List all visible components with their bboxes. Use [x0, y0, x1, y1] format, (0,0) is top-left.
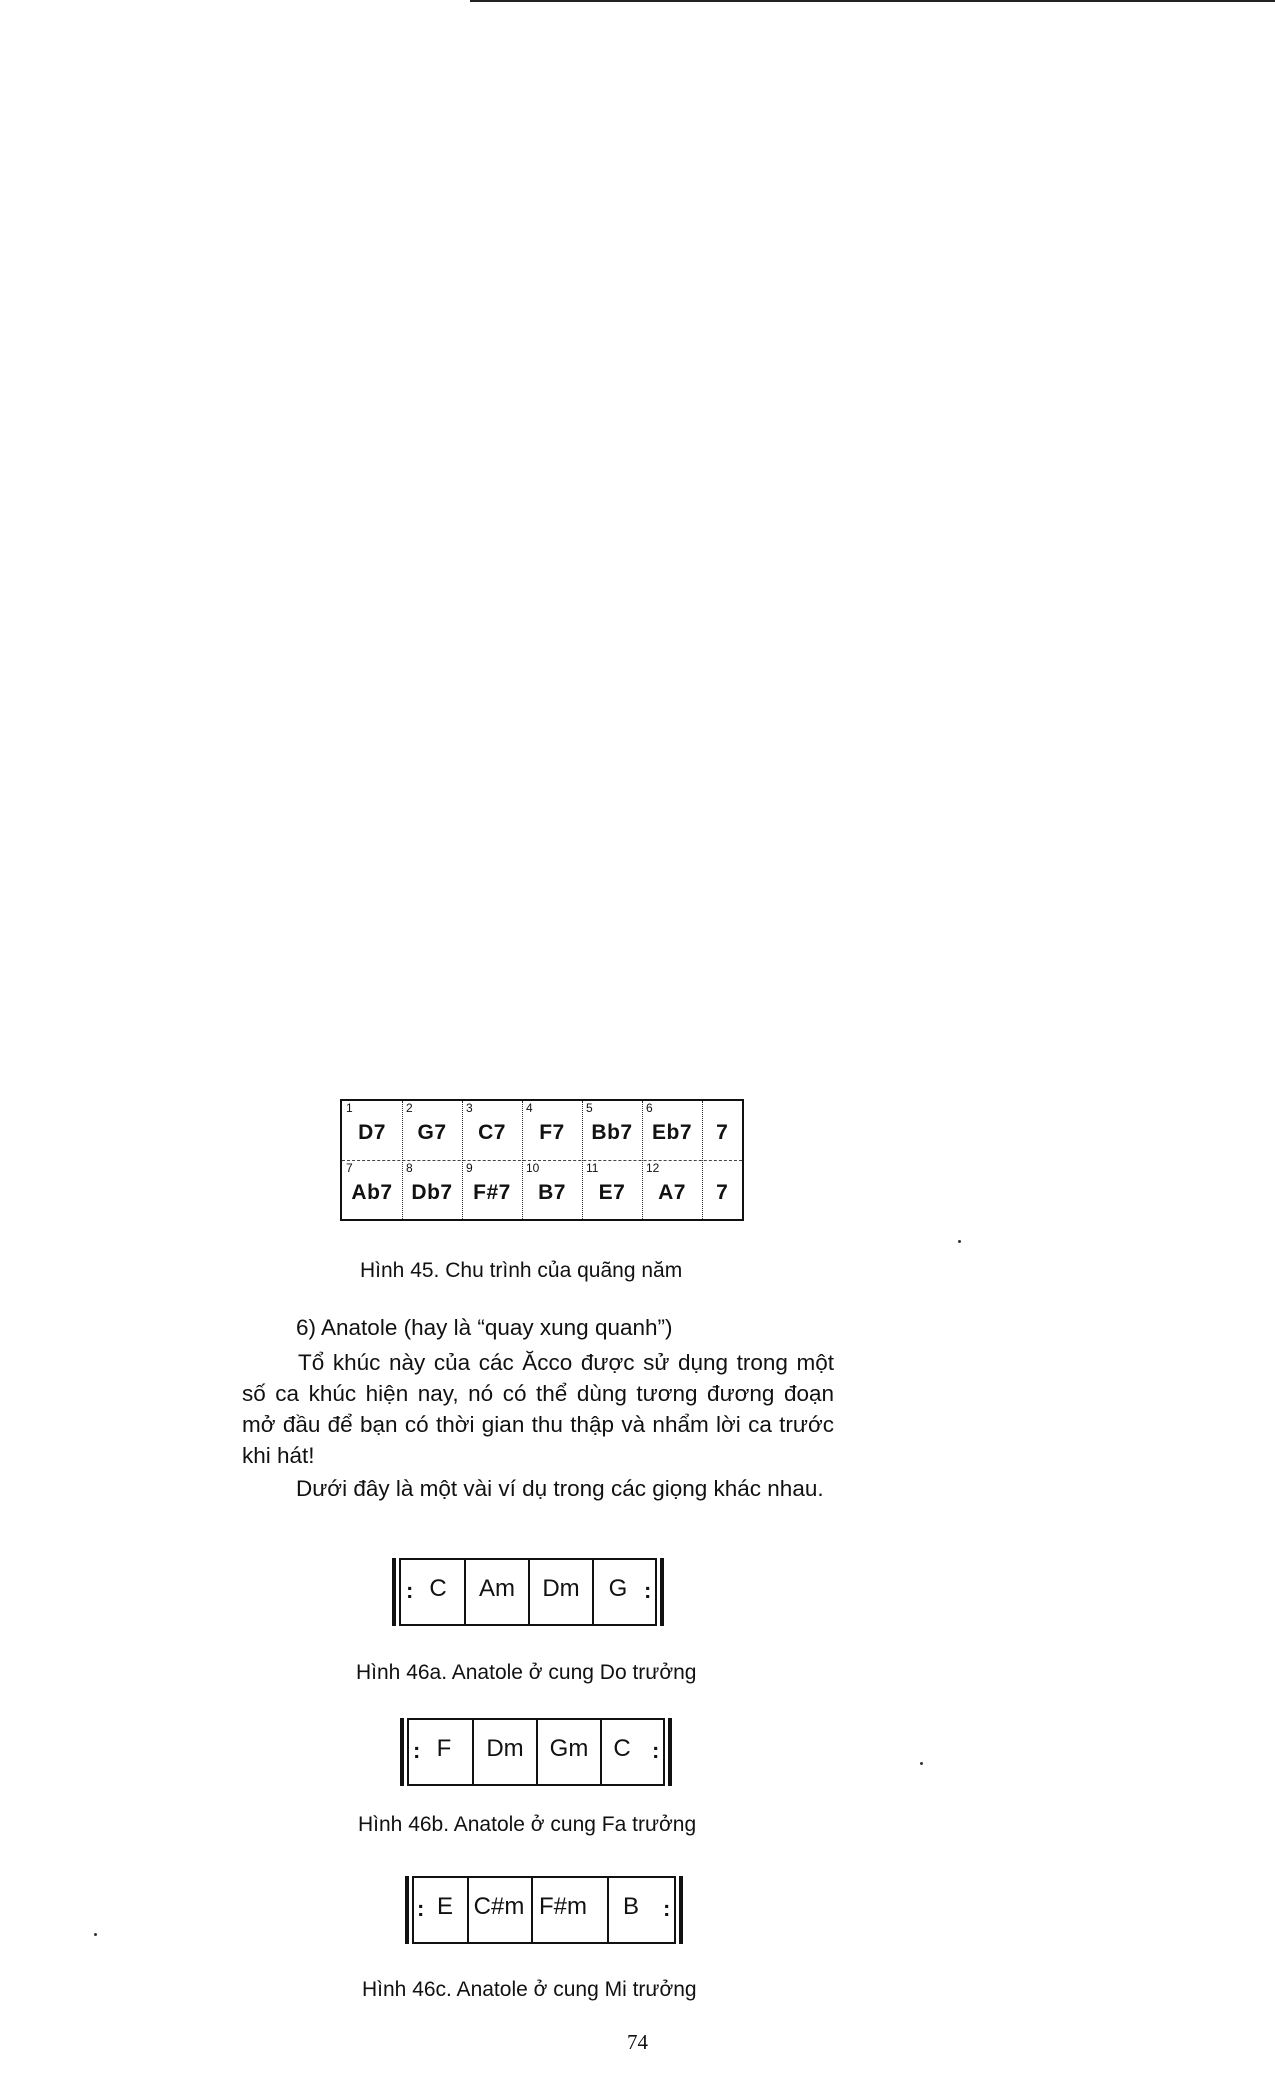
figure-46a-caption: Hình 46a. Anatole ở cung Do trưởng [356, 1661, 697, 1684]
grid-cell [342, 1101, 402, 1161]
figure-46c-caption: Hình 46c. Anatole ở cung Mi trưởng [362, 1978, 697, 2001]
paragraph-text: Dưới đây là một vài ví dụ trong các giọng khác nhau. [296, 1476, 824, 1501]
repeat-end-sign: : [663, 1896, 671, 1921]
grid-cell [402, 1161, 462, 1221]
anatole-strip-46a [392, 1558, 664, 1626]
grid-cell [642, 1101, 702, 1161]
figure-45-caption: Hình 45. Chu trình của quãng năm [360, 1259, 683, 1282]
grid-cell [462, 1101, 522, 1161]
section-heading: 6) Anatole (hay là “quay xung quanh”) [296, 1315, 673, 1340]
cell-number: 10 [526, 1161, 540, 1175]
cell-chord: E7 [598, 1181, 626, 1204]
grid-cell [522, 1161, 582, 1221]
cell-chord: G7 [417, 1121, 447, 1144]
cell-chord: Db7 [411, 1181, 453, 1204]
repeat-bar [660, 1558, 664, 1626]
chord-label: C [429, 1575, 447, 1602]
cell-number: 5 [586, 1101, 593, 1115]
chord-label: Dm [542, 1575, 580, 1602]
row-tail-label: 7 [716, 1121, 728, 1144]
top-border-rule [470, 0, 1275, 2]
grid-cell [642, 1161, 702, 1221]
cell-number: 8 [406, 1161, 413, 1175]
repeat-start-sign: : [417, 1896, 425, 1921]
cell-chord: B7 [538, 1181, 566, 1204]
scan-speck [920, 1762, 923, 1765]
body-paragraph [242, 1347, 834, 1471]
cell-number: 1 [346, 1101, 353, 1115]
cell-chord: F#7 [473, 1181, 511, 1204]
circle-of-fifths-grid [340, 1099, 744, 1221]
chord-label: C [613, 1735, 631, 1762]
scan-speck [94, 1933, 97, 1936]
repeat-end-sign: : [652, 1738, 660, 1763]
repeat-start-sign: : [406, 1578, 414, 1603]
chord-label: Dm [486, 1735, 524, 1762]
cell-number: 3 [466, 1101, 473, 1115]
row-tail-label: 7 [716, 1181, 728, 1204]
body-paragraph [296, 1473, 856, 1504]
figure-46b-caption: Hình 46b. Anatole ở cung Fa trưởng [358, 1813, 697, 1836]
repeat-bar [668, 1718, 672, 1786]
chord-label: E [436, 1893, 453, 1920]
cell-chord: Eb7 [651, 1121, 692, 1144]
chord-label: B [622, 1893, 639, 1920]
repeat-bar [674, 1876, 676, 1944]
cell-number: 7 [346, 1161, 353, 1175]
cell-chord: Ab7 [351, 1181, 393, 1204]
repeat-bar [392, 1558, 396, 1626]
cell-number: 6 [646, 1101, 653, 1115]
repeat-bar [400, 1718, 404, 1786]
repeat-end-sign: : [644, 1578, 652, 1603]
cell-number: 11 [586, 1161, 599, 1175]
cell-chord: A7 [658, 1181, 686, 1204]
chord-label: Gm [549, 1735, 589, 1762]
grid-cell [462, 1161, 522, 1221]
cell-number: 4 [526, 1101, 533, 1115]
cell-number: 9 [466, 1161, 473, 1175]
repeat-bar [655, 1558, 657, 1626]
cell-chord: C7 [478, 1121, 506, 1144]
grid-cell [522, 1101, 582, 1161]
anatole-strip-46b [400, 1718, 672, 1786]
cell-chord: D7 [358, 1121, 386, 1144]
grid-cell [342, 1161, 402, 1221]
chord-label: G [608, 1575, 628, 1602]
grid-cell [402, 1101, 462, 1161]
repeat-bar [679, 1876, 683, 1944]
repeat-bar [405, 1876, 409, 1944]
chord-label: Am [479, 1575, 515, 1602]
scan-speck [958, 1240, 961, 1243]
repeat-start-sign: : [413, 1738, 421, 1763]
chord-label: F#m [539, 1893, 587, 1920]
chord-label: C#m [473, 1893, 525, 1920]
cell-number: 2 [406, 1101, 413, 1115]
grid-cell [582, 1101, 642, 1161]
paragraph-text: Tổ khúc này của các Ăcco được sử dụng trong một số ca khúc hiện nay, nó có thể dùng tương đương đoạn mở đầu để bạn có thời gian thu thập và nhẩm lời ca trước khi hát! [242, 1350, 834, 1468]
cell-chord: Bb7 [591, 1121, 633, 1144]
anatole-strip-46c [405, 1876, 683, 1944]
repeat-bar [663, 1718, 665, 1786]
cell-chord: F7 [539, 1121, 565, 1144]
page-number: 74 [627, 2030, 648, 2054]
chord-label: F [436, 1735, 452, 1762]
cell-number: 12 [646, 1161, 660, 1175]
grid-cell [582, 1161, 642, 1221]
